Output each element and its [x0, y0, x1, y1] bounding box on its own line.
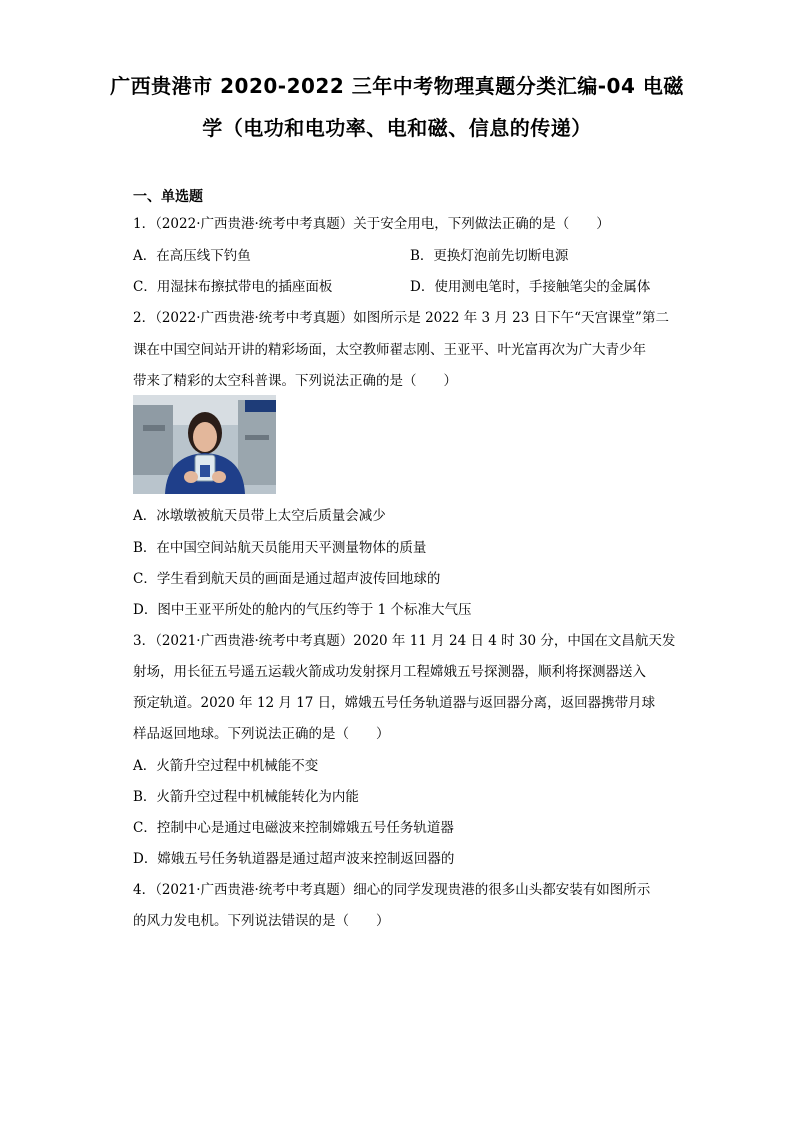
question-2-stem-line-2: 课在中国空间站开讲的精彩场面，太空教师翟志刚、王亚平、叶光富再次为广大青少年	[133, 342, 646, 358]
question-3-option-c: C．控制中心是通过电磁波来控制嫦娥五号任务轨道器	[133, 820, 454, 836]
question-3-option-b: B．火箭升空过程中机械能转化为内能	[133, 789, 359, 805]
question-3-stem-line-2: 射场，用长征五号遥五运载火箭成功发射探月工程嫦娥五号探测器，顺利将探测器送入	[133, 664, 646, 680]
question-1-option-c: C．用湿抹布擦拭带电的插座面板	[133, 279, 333, 295]
question-2-stem-line-3: 带来了精彩的太空科普课。下列说法正确的是（ ）	[133, 373, 457, 389]
question-3-stem-line-3: 预定轨道。2020 年 12 月 17 日，嫦娥五号任务轨道器与返回器分离，返回器携带月球	[133, 695, 656, 711]
question-1-option-b: B．更换灯泡前先切断电源	[410, 248, 569, 264]
question-3-option-d: D．嫦娥五号任务轨道器是通过超声波来控制返回器的	[133, 851, 455, 867]
question-2-option-a: A．冰墩墩被航天员带上太空后质量会减少	[133, 508, 386, 524]
question-4-stem-line-2: 的风力发电机。下列说法错误的是（ ）	[133, 913, 390, 929]
question-2-stem-line-1: 2．（2022·广西贵港·统考中考真题）如图所示是 2022 年 3 月 23 日下午“天宫课堂”第二	[133, 310, 669, 326]
section-heading: 一、单选题	[133, 189, 203, 205]
question-1-option-a: A．在高压线下钓鱼	[133, 248, 251, 264]
question-1-stem: 1．（2022·广西贵港·统考中考真题）关于安全用电，下列做法正确的是（ ）	[133, 216, 610, 232]
question-2-option-b: B．在中国空间站航天员能用天平测量物体的质量	[133, 540, 427, 556]
question-1-option-d: D．使用测电笔时，手接触笔尖的金属体	[410, 279, 651, 295]
astronaut-photo-icon	[133, 395, 276, 494]
question-3-option-a: A．火箭升空过程中机械能不变	[133, 758, 319, 774]
page-title-line-1: 广西贵港市 2020-2022 三年中考物理真题分类汇编-04 电磁	[110, 74, 684, 98]
question-2-option-c: C．学生看到航天员的画面是通过超声波传回地球的	[133, 571, 441, 587]
question-4-stem-line-1: 4．（2021·广西贵港·统考中考真题）细心的同学发现贵港的很多山头都安装有如图所示	[133, 882, 651, 898]
question-3-stem-line-1: 3．（2021·广西贵港·统考中考真题）2020 年 11 月 24 日 4 时 30 分，中国在文昌航天发	[133, 633, 676, 649]
question-3-stem-line-4: 样品返回地球。下列说法正确的是（ ）	[133, 726, 390, 742]
question-2-option-d: D．图中王亚平所处的舱内的气压约等于 1 个标准大气压	[133, 602, 472, 618]
page-title-line-2: 学（电功和电功率、电和磁、信息的传递）	[202, 116, 592, 140]
astronaut-photo	[133, 395, 276, 494]
